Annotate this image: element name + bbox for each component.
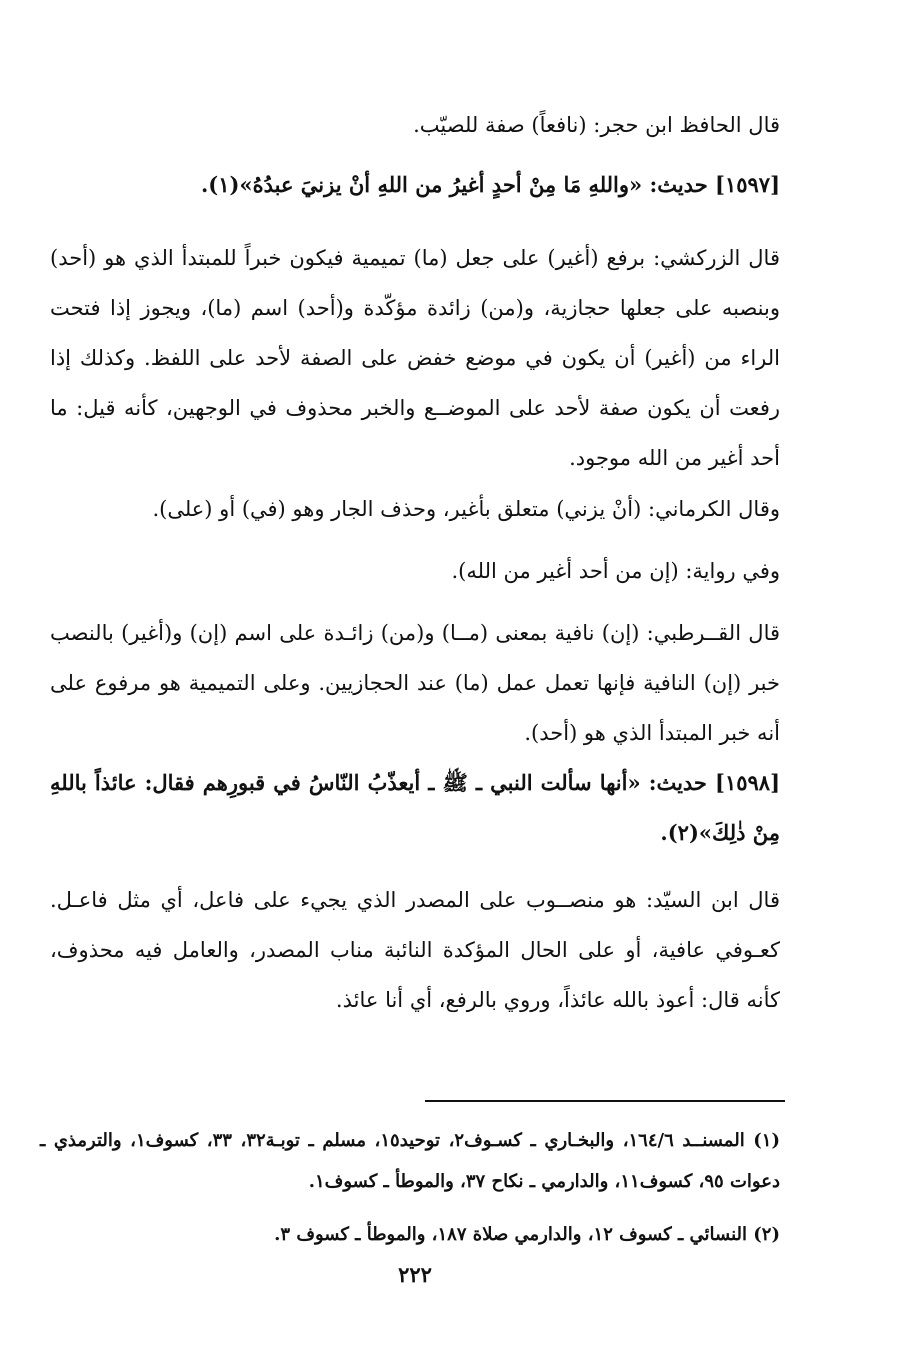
paragraph-qurtubi: قال القــرطبي: (إن) نافية بمعنى (مــا) و(من) زائـدة على اسم (إن) و(أغير) بالنصب خبر (إن) النافية فإنها تعمل عمل (ما) عند الحجازيين. وعلى التميمية هو مرفوع على أنه خبر المبتدأ الذي هو (أحد). bbox=[50, 621, 780, 745]
paragraph-kirmani: وقال الكرماني: (أنْ يزني) متعلق بأغير، وحذف الجار وهو (في) أو (على). bbox=[152, 497, 780, 521]
footnote-2: (٢) النسائي ـ كسوف ١٢، والدارمي صلاة ١٨٧، والموطأ ـ كسوف ٣. bbox=[274, 1224, 780, 1245]
hadith-1597: [١٥٩٧] حديث: «واللهِ مَا مِنْ أحدٍ أغيرُ من اللهِ أنْ يزنيَ عبدُهُ»(١). bbox=[200, 172, 780, 197]
paragraph-ibn-hajar: قال الحافظ ابن حجر: (نافعاً) صفة للصيّب. bbox=[413, 113, 780, 137]
page-number: ٢٢٢ bbox=[398, 1262, 432, 1287]
paragraph-zarkashi: قال الزركشي: برفع (أغير) على جعل (ما) تميمية فيكون خبراً للمبتدأ الذي هو (أحد) وبنصبه على جعلها حجازية، و(من) زائدة مؤكّدة و(أحد) اسم (ما)، ويجوز إذا فتحت الراء من (أغير) أن يكون في موضع خفض على الصفة لأحد على اللفظ. وكذلك إذا رفعت أن يكون صفة لأحد على الموضــع والخبر محذوف في الوجهين، كأنه قيل: ما أحد أغير من الله موجود. bbox=[50, 246, 780, 470]
paragraph-riwaya: وفي رواية: (إن من أحد أغير من الله). bbox=[451, 559, 780, 583]
footnote-divider bbox=[425, 1100, 785, 1102]
paragraph-ibn-sayyid: قال ابن السيّد: هو منصــوب على المصدر الذي يجيء على فاعل، أي مثل فاعـل. كعـوفي عافية، أو على الحال المؤكدة النائبة مناب المصدر، والعامل فيه محذوف، كأنه قال: أعوذ بالله عائذاً، وروي بالرفع، أي أنا عائذ. bbox=[50, 888, 780, 1012]
hadith-1598: [١٥٩٨] حديث: «أنها سألت النبي ـ ﷺ ـ أيعذّبُ النّاسُ في قبورِهم فقال: عائذاً باللهِ مِنْ ذٰلِكَ»(٢). bbox=[50, 770, 780, 845]
footnote-1: (١) المسنــد ١٦٤/٦، والبخـاري ـ كسـوف٢، توحيد١٥، مسلم ـ توبـة٣٢، ٣٣، كسوف١، والترمذي ـ دعوات ٩٥، كسوف١١، والدارمي ـ نكاح ٣٧، والموطأ ـ كسوف١. bbox=[40, 1130, 780, 1192]
